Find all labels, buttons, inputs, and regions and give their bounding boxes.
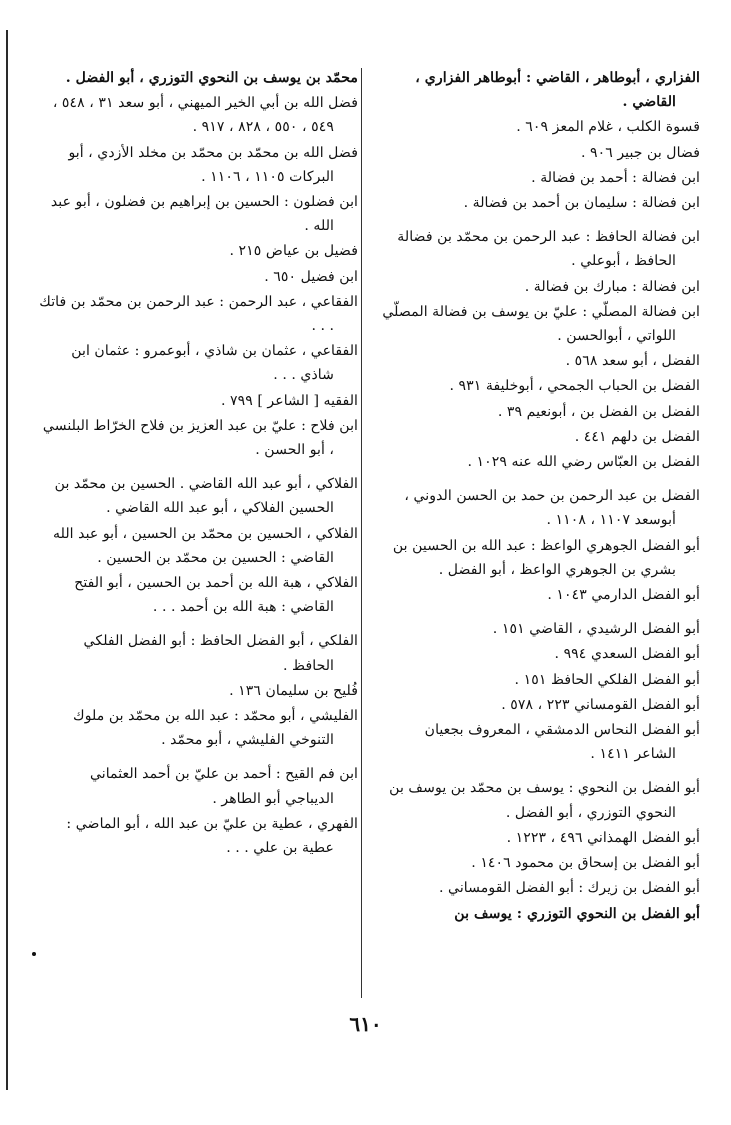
index-entry: فُليح بن سليمان ١٣٦ . (229, 682, 358, 699)
index-entry: أبو الفضل الدارمي ١٠٤٣ . (547, 587, 700, 604)
index-entry: الفقيه [ الشاعر ] ٧٩٩ . (220, 392, 358, 409)
index-entry: الفلاكي ، هبة الله بن أحمد بن الحسين ، أبو الفتح القاضي : هبة الله بن أحمد . . . (74, 575, 358, 616)
index-entry: الفضل ، أبو سعد ٥٦٨ . (565, 353, 700, 370)
index-entry: أبو الفضل القومساني ٢٢٣ ، ٥٧٨ . (501, 696, 700, 713)
index-entry: ابن فضالة : سليمان بن أحمد بن فضالة . (463, 195, 700, 212)
index-entry: محمّد بن يوسف بن النحوي التوزري ، أبو الفضل . (65, 70, 358, 86)
index-entry: فضل الله بن أبي الخير الميهني ، أبو سعد ٣١ ، ٥٤٨ ، ٥٤٩ ، ٥٥٠ ، ٨٢٨ ، ٩١٧ . (52, 95, 358, 136)
index-entry: أبو الفضل الفلكي الحافظ ١٥١ . (514, 671, 700, 688)
index-entry: الفضل بن الفضل بن ، أبونعيم ٣٩ . (497, 403, 700, 420)
index-entry: الفضل بن عبد الرحمن بن حمد بن الحسن الدوني ، أبوسعد ١١٠٧ ، ١١٠٨ . (404, 488, 700, 529)
index-entry: الفلاكي ، أبو عبد الله القاضي . الحسين بن محمّد بن الحسين الفلاكي ، أبو عبد الله القاضي . (54, 476, 358, 517)
column-divider (361, 68, 362, 998)
index-entry: أبو الفضل بن النحوي التوزري : يوسف بن (454, 905, 700, 922)
page-binding-line (6, 30, 8, 1090)
index-entry: أبو الفضل الهمذاني ٤٩٦ ، ١٢٢٣ . (506, 829, 700, 846)
index-column-left (38, 66, 358, 861)
index-entry: ابن فضالة : مبارك بن فضالة . (524, 278, 700, 295)
index-entry: الفلاكي ، الحسين بن محمّد بن الحسين ، أبو عبد الله القاضي : الحسين بن محمّد بن الحسين . (53, 525, 358, 566)
index-entry: الفلكي ، أبو الفضل الحافظ : أبو الفضل الفلكي الحافظ . (83, 633, 358, 674)
index-entry: الفقاعي ، عبد الرحمن : عبد الرحمن بن محمّد بن فاتك . . . (39, 293, 358, 335)
index-entry: أبو الفضل الرشيدي ، القاضي ١٥١ . (492, 621, 700, 638)
index-entry: ابن فضلون : الحسين بن إبراهيم بن فضلون ، أبو عبد الله . (50, 194, 358, 235)
index-entry: الفهري ، عطية بن عليّ بن عبد الله ، أبو الماضي : عطية بن علي . . . (66, 815, 358, 857)
index-entry: ابن فضالة الحافظ : عبد الرحمن بن محمّد بن فضالة الحافظ ، أبوعلي . (397, 229, 700, 270)
index-entry: فضيل بن عياض ٢١٥ . (229, 243, 358, 260)
index-entry: الفزاري ، أبوطاهر ، القاضي : أبوطاهر الفزاري ، القاضي . (415, 70, 700, 111)
index-entry: أبو الفضل بن زيرك : أبو الفضل القومساني . (439, 880, 700, 897)
index-entry: ابن فضالة : أحمد بن فضالة . (531, 169, 700, 186)
index-entry: فضل الله بن محمّد بن محمّد بن مخلد الأزدي ، أبو البركات ١١٠٥ ، ١١٠٦ . (68, 144, 358, 185)
index-entry: ابن فضيل ٦٥٠ . (264, 268, 358, 285)
index-entry: ابن فلاح : عليّ بن عبد العزيز بن فلاح الخرّاط البلنسي ، أبو الحسن . (42, 417, 358, 459)
index-entry: ابن فضالة المصلّي : عليّ بن يوسف بن فضالة المصلّي اللواتي ، أبوالحسن . (382, 303, 700, 345)
margin-mark (32, 952, 36, 956)
index-entry: أبو الفضل السعدي ٩٩٤ . (554, 646, 700, 663)
index-entry: الفقاعي ، عثمان بن شاذي ، أبوعمرو : عثمان ابن شاذي . . . (71, 343, 358, 384)
index-entry: الفضل بن العبّاس رضي الله عنه ١٠٢٩ . (467, 454, 700, 471)
index-entry: الفضل بن الحباب الجمحي ، أبوخليفة ٩٣١ . (449, 378, 700, 395)
index-column-right (380, 66, 700, 927)
index-entry: فضال بن جبير ٩٠٦ . (580, 144, 700, 161)
index-entry: قسوة الكلب ، غلام المعز ٦٠٩ . (516, 119, 700, 136)
index-entry: أبو الفضل النحاس الدمشقي ، المعروف بجعيان الشاعر ١٤١١ . (424, 722, 700, 763)
page-number: ٦١٠ (349, 1012, 382, 1036)
index-entry: ابن فم القيح : أحمد بن عليّ بن أحمد العثماني الديباجي أبو الطاهر . (89, 766, 358, 807)
index-entry: أبو الفضل بن إسحاق بن محمود ١٤٠٦ . (471, 855, 700, 872)
index-entry: أبو الفضل بن النحوي : يوسف بن محمّد بن يوسف بن النحوي التوزري ، أبو الفضل . (389, 780, 700, 821)
index-entry: الفضل بن دلهم ٤٤١ . (574, 428, 700, 445)
index-entry: أبو الفضل الجوهري الواعظ : عبد الله بن الحسين بن بشري بن الجوهري الواعظ ، أبو الفضل . (392, 537, 700, 578)
index-entry: الفليشي ، أبو محمّد : عبد الله بن محمّد بن ملوك التنوخي الفليشي ، أبو محمّد . (73, 708, 358, 749)
